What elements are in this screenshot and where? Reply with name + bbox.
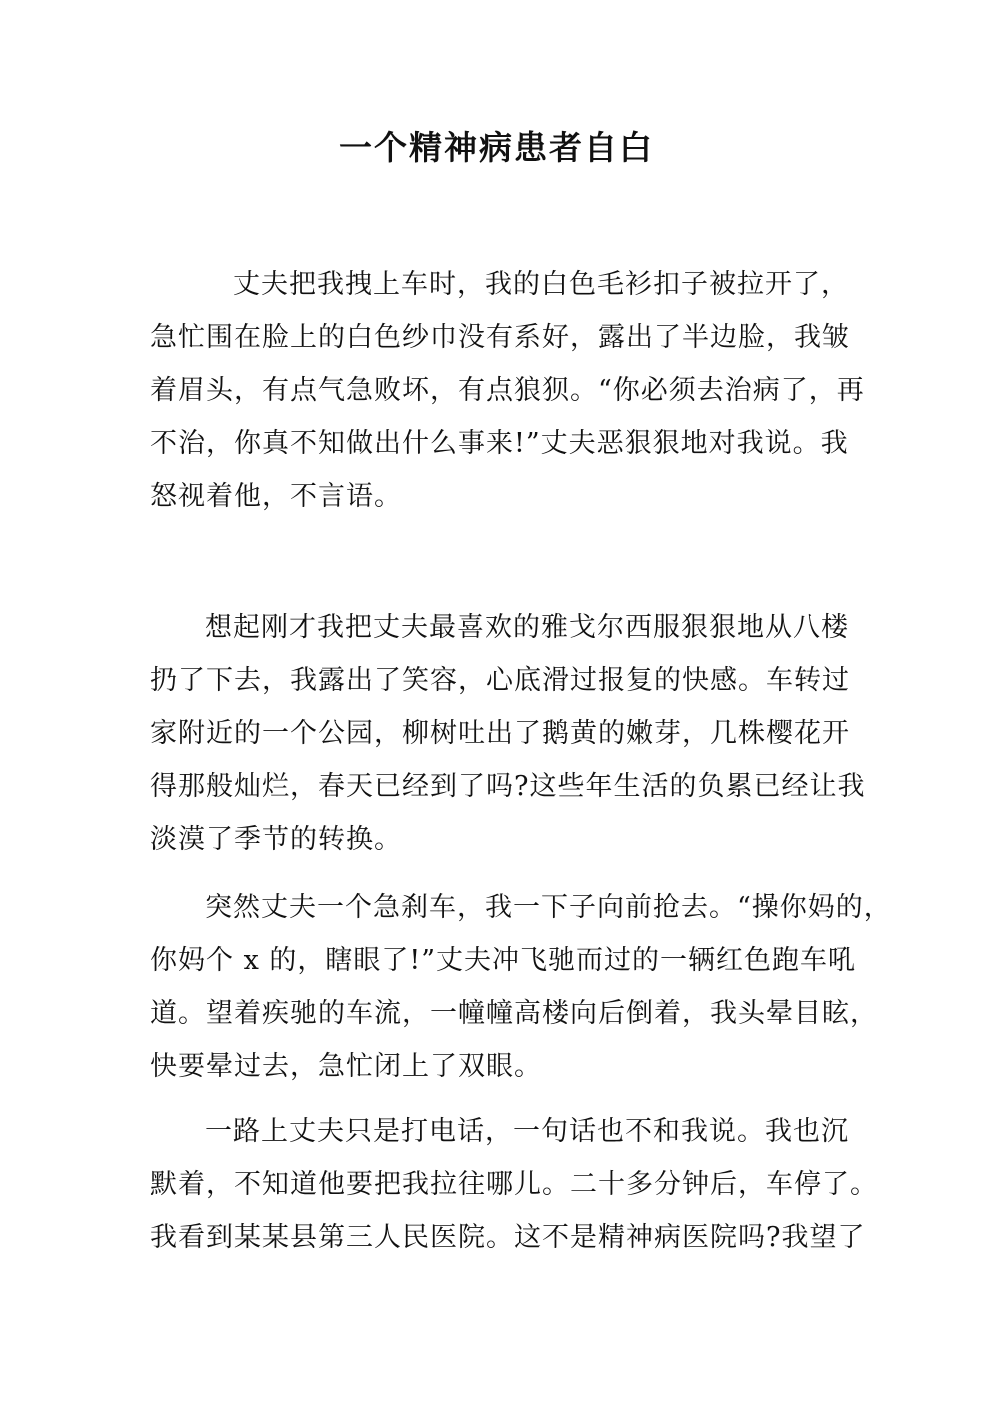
paragraph-line: 得那般灿烂，春天已经到了吗?这些年生活的负累已经让我 bbox=[150, 771, 866, 802]
paragraph-1 bbox=[150, 258, 865, 523]
paragraph-line: 道。望着疾驰的车流，一幢幢高楼向后倒着，我头晕目眩， bbox=[150, 998, 878, 1029]
paragraph-3 bbox=[150, 881, 892, 1093]
paragraph-line: 我看到某某县第三人民医院。这不是精神病医院吗?我望了 bbox=[150, 1222, 866, 1253]
paragraph-line: 淡漠了季节的转换。 bbox=[150, 824, 402, 855]
paragraph-line: 着眉头，有点气急败坏，有点狼狈。“你必须去治病了，再 bbox=[150, 375, 865, 406]
paragraph-line: 快要晕过去，急忙闭上了双眼。 bbox=[150, 1051, 542, 1082]
paragraph-line: 默着，不知道他要把我拉往哪儿。二十多分钟后，车停了。 bbox=[150, 1169, 878, 1200]
document-title: 一个精神病患者自白 bbox=[339, 128, 654, 167]
paragraph-line: 丈夫把我拽上车时，我的白色毛衫扣子被拉开了， bbox=[233, 269, 849, 300]
paragraph-line: 扔了下去，我露出了笑容，心底滑过报复的快感。车转过 bbox=[150, 665, 850, 696]
paragraph-line: 家附近的一个公园，柳树吐出了鹅黄的嫩芽，几株樱花开 bbox=[150, 718, 850, 749]
paragraph-4 bbox=[150, 1105, 878, 1264]
paragraph-2 bbox=[150, 601, 866, 866]
paragraph-line: 急忙围在脸上的白色纱巾没有系好，露出了半边脸，我皱 bbox=[150, 322, 850, 353]
paragraph-line: 不治，你真不知做出什么事来!”丈夫恶狠狠地对我说。我 bbox=[150, 428, 849, 459]
paragraph-line: 突然丈夫一个急刹车，我一下子向前抢去。“操你妈的， bbox=[205, 892, 892, 923]
paragraph-line: 怒视着他，不言语。 bbox=[150, 481, 402, 512]
paragraph-line: 你妈个 x 的，瞎眼了!”丈夫冲飞驰而过的一辆红色跑车吼 bbox=[150, 945, 857, 976]
paragraph-line: 想起刚才我把丈夫最喜欢的雅戈尔西服狠狠地从八楼 bbox=[205, 612, 849, 643]
paragraph-line: 一路上丈夫只是打电话，一句话也不和我说。我也沉 bbox=[205, 1116, 849, 1147]
